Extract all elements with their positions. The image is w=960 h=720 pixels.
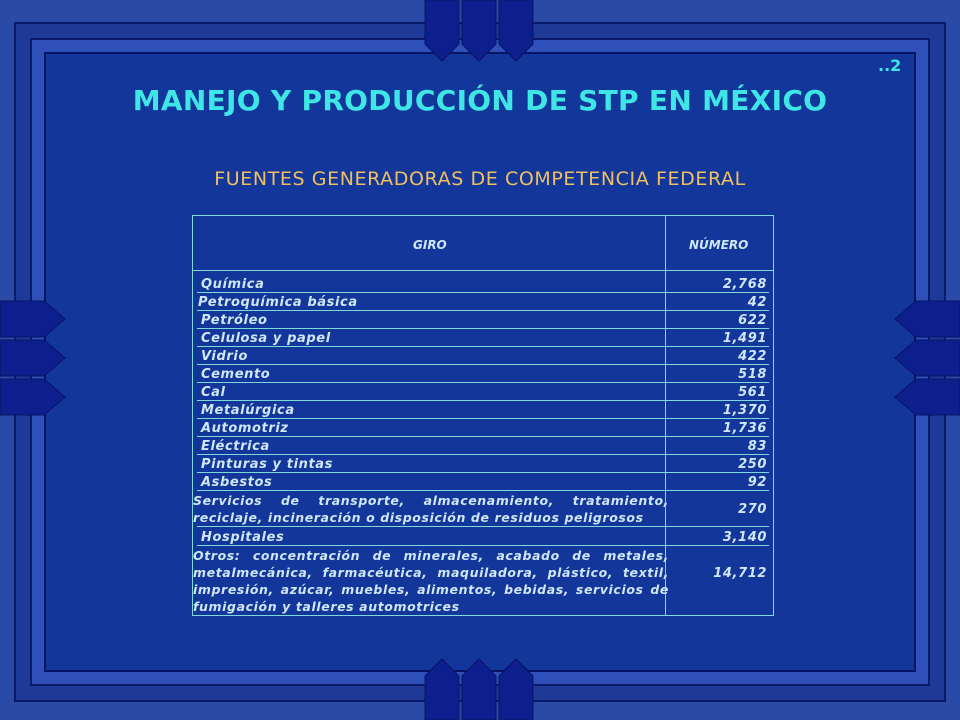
table-row (193, 547, 773, 617)
right-side-decoration (894, 300, 960, 416)
row-numero: 270 (738, 502, 767, 517)
header-giro: GIRO (413, 238, 447, 252)
row-underline (197, 545, 669, 546)
row-underline (669, 418, 769, 419)
row-numero: 83 (747, 439, 767, 454)
row-numero: 518 (738, 367, 767, 382)
row-underline (669, 292, 769, 293)
row-giro: Pinturas y tintas (201, 457, 334, 472)
row-giro: Cemento (201, 367, 271, 382)
row-giro: Metalúrgica (201, 403, 295, 418)
row-numero: 1,736 (722, 421, 767, 436)
row-underline (669, 364, 769, 365)
row-numero: 1,370 (722, 403, 767, 418)
row-numero: 92 (747, 475, 767, 490)
row-underline (669, 454, 769, 455)
row-underline (669, 526, 769, 527)
row-numero: 1,491 (722, 331, 767, 346)
row-underline (669, 310, 769, 311)
row-giro: Cal (201, 385, 226, 400)
page-subtitle: FUENTES GENERADORAS DE COMPETENCIA FEDERAL (214, 168, 746, 190)
row-giro: Química (201, 277, 265, 292)
row-underline (197, 490, 669, 491)
row-numero: 14,712 (713, 566, 767, 581)
row-giro: Petróleo (201, 313, 268, 328)
row-giro: Asbestos (201, 475, 273, 490)
sources-table (192, 215, 774, 616)
row-numero: 2,768 (722, 277, 767, 292)
row-underline (669, 328, 769, 329)
row-numero: 622 (738, 313, 767, 328)
row-underline (197, 526, 669, 527)
row-underline (669, 400, 769, 401)
header-numero: NÚMERO (689, 238, 749, 252)
row-underline (197, 418, 669, 419)
row-underline (197, 328, 669, 329)
row-underline (197, 472, 669, 473)
row-giro: Petroquímica básica (198, 295, 358, 310)
header-separator (193, 270, 773, 271)
row-underline (669, 382, 769, 383)
row-underline (197, 346, 669, 347)
page-title: MANEJO Y PRODUCCIÓN DE STP EN MÉXICO (132, 84, 828, 117)
row-underline (197, 400, 669, 401)
row-underline (197, 310, 669, 311)
row-underline (669, 472, 769, 473)
row-giro: Automotriz (201, 421, 289, 436)
row-giro: Eléctrica (201, 439, 270, 454)
row-underline (197, 436, 669, 437)
top-tab-decoration (424, 0, 536, 62)
page-number: ..2 (878, 56, 902, 75)
row-numero: 250 (738, 457, 767, 472)
row-giro: Hospitales (201, 530, 285, 545)
row-underline (669, 436, 769, 437)
row-numero: 3,140 (722, 530, 767, 545)
row-underline (197, 292, 669, 293)
left-side-decoration (0, 300, 66, 416)
row-numero: 561 (738, 385, 767, 400)
row-underline (669, 490, 769, 491)
table-row (193, 492, 773, 528)
row-underline (197, 382, 669, 383)
bottom-tab-decoration (424, 658, 536, 720)
row-giro: Vidrio (201, 349, 248, 364)
row-numero: 422 (738, 349, 767, 364)
row-giro: Celulosa y papel (201, 331, 331, 346)
row-underline (197, 364, 669, 365)
row-underline (669, 346, 769, 347)
row-giro: Otros: concentración de minerales, acabado de metales, metalmecánica, farmacéutica, maquiladora, plástico, textil, impresión, azúcar, muebles, alimentos, bebidas, servicios de fumigación y talleres automotrices (193, 548, 669, 614)
row-underline (197, 454, 669, 455)
row-giro: Servicios de transporte, almacenamiento, tratamiento, reciclaje, incineración o disposición de residuos peligrosos (193, 493, 669, 525)
row-underline (669, 545, 769, 546)
row-numero: 42 (747, 295, 767, 310)
